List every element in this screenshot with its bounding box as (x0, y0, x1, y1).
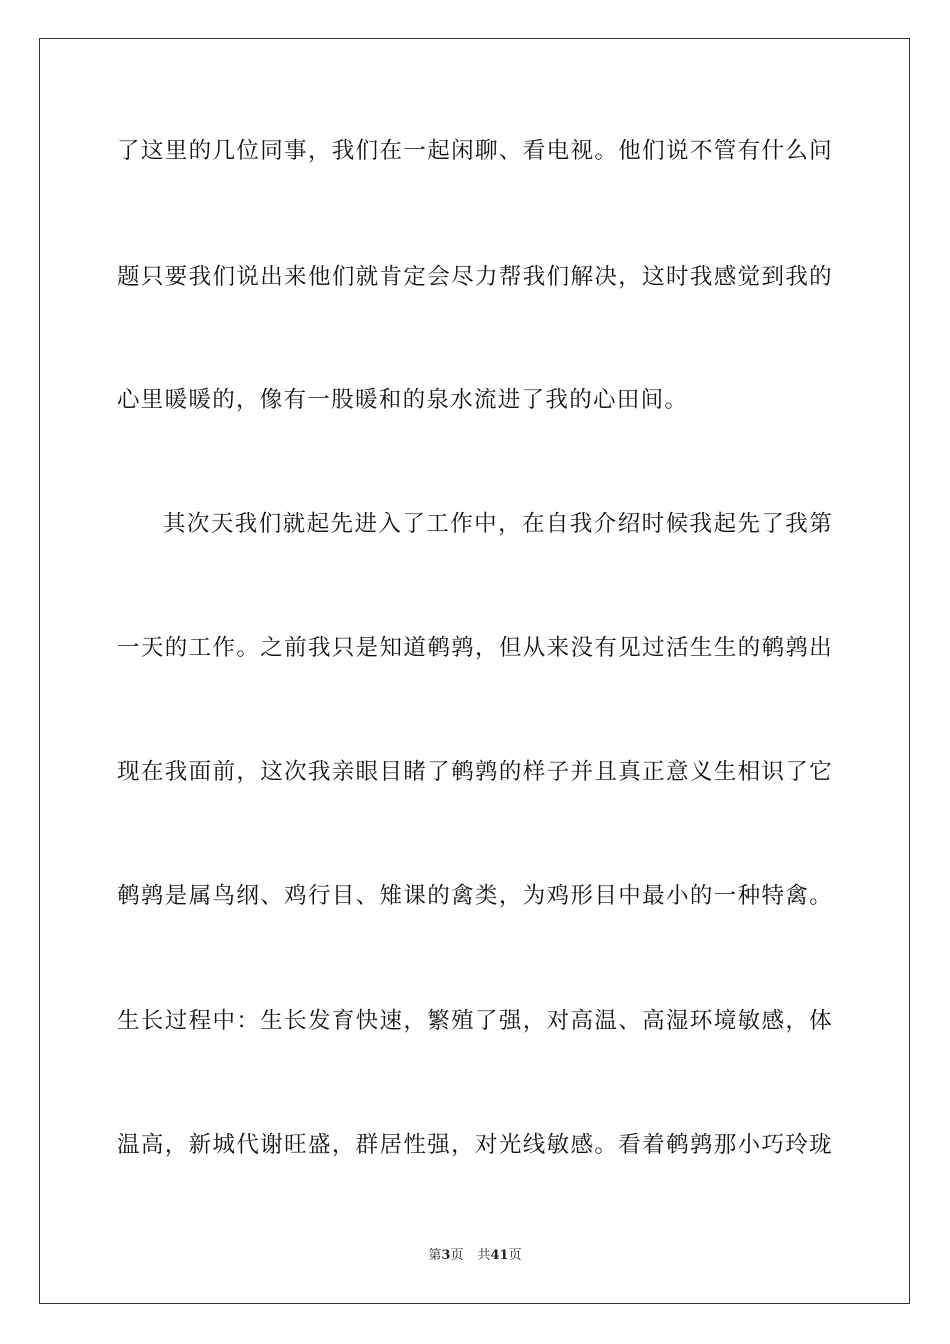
text-line: 温高，新城代谢旺盛，群居性强，对光线敏感。看着鹌鹑那小巧玲珑 (117, 1132, 833, 1158)
page-prefix: 第 (428, 1248, 442, 1263)
page-suffix: 页 (450, 1248, 464, 1263)
text-line: 现在我面前，这次我亲眼目睹了鹌鹑的样子并且真正意义生相识了它 (117, 759, 833, 785)
text-line: 生长过程中：生长发育快速，繁殖了强，对高温、高湿环境敏感，体 (117, 1008, 833, 1034)
text-line: 了这里的几位同事，我们在一起闲聊、看电视。他们说不管有什么问 (117, 138, 833, 164)
page-footer (0, 1248, 950, 1264)
page-number: 3 (441, 1248, 451, 1263)
total-pages: 41 (490, 1248, 509, 1263)
text-line: 题只要我们说出来他们就肯定会尽力帮我们解决，这时我感觉到我的 (117, 264, 833, 290)
total-prefix: 共 (477, 1248, 491, 1263)
text-line: 心里暖暖的，像有一股暖和的泉水流进了我的心田间。 (117, 387, 689, 413)
paragraph-first-line: 其次天我们就起先进入了工作中，在自我介绍时候我起先了我第 (163, 511, 833, 537)
total-suffix: 页 (508, 1248, 522, 1263)
text-line: 鹌鹑是属鸟纲、鸡行目、雉课的禽类，为鸡形目中最小的一种特禽。 (117, 883, 833, 909)
text-line: 一天的工作。之前我只是知道鹌鹑，但从来没有见过活生生的鹌鹑出 (117, 635, 833, 661)
page-border (39, 38, 910, 1304)
